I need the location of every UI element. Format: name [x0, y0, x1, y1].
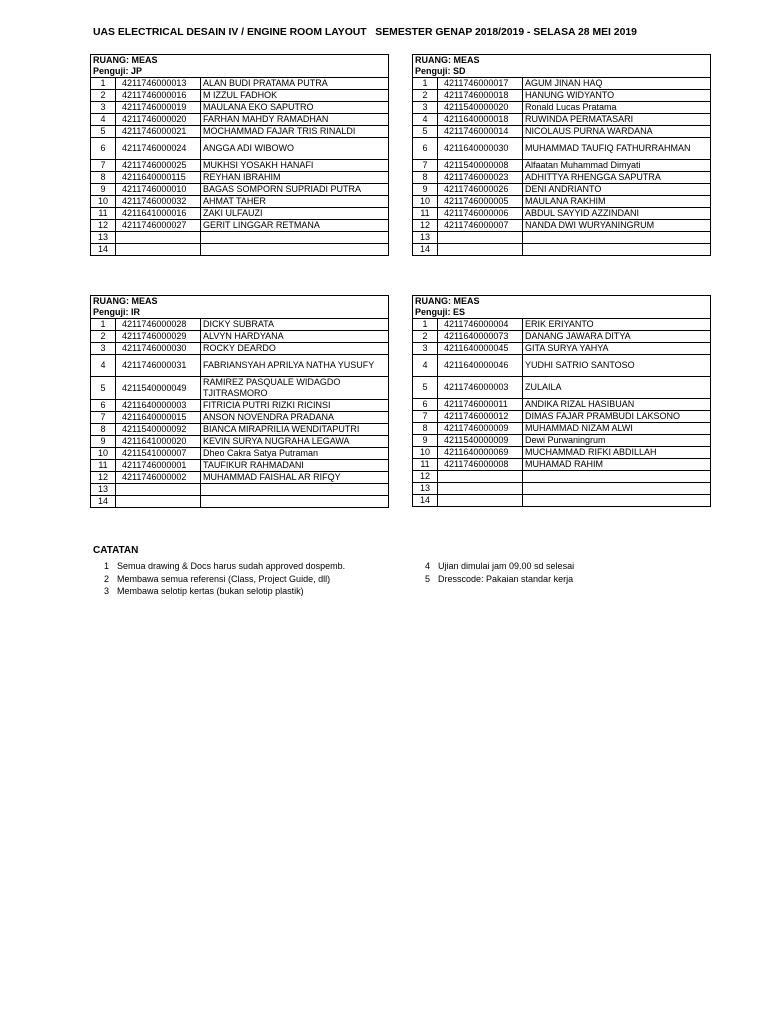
row-number: 8 — [413, 423, 438, 435]
student-name — [523, 471, 711, 483]
table-row — [413, 220, 711, 232]
note-number: 5 — [424, 574, 430, 584]
table-row — [413, 126, 711, 138]
student-id: 4211640000046 — [438, 355, 523, 377]
note-text: Membawa selotip kertas (bukan selotip plastik) — [117, 586, 304, 596]
row-number: 5 — [413, 126, 438, 138]
table-row — [91, 472, 389, 484]
table-row — [413, 495, 711, 507]
table-row — [91, 331, 389, 343]
student-id: 4211746000016 — [116, 90, 201, 102]
row-number: 14 — [91, 244, 116, 256]
note-number: 2 — [103, 574, 109, 584]
student-name: ANDIKA RIZAL HASIBUAN — [523, 399, 711, 411]
row-number: 10 — [91, 448, 116, 460]
row-number: 6 — [91, 138, 116, 160]
student-id: 4211746000026 — [438, 184, 523, 196]
row-number: 5 — [91, 377, 116, 400]
table-row — [91, 355, 389, 377]
row-number: 3 — [91, 343, 116, 355]
student-id — [438, 471, 523, 483]
student-id: 4211746000009 — [438, 423, 523, 435]
table-row — [91, 496, 389, 508]
table-row — [413, 377, 711, 399]
student-id — [438, 483, 523, 495]
row-number: 7 — [413, 411, 438, 423]
student-id: 4211746000013 — [116, 78, 201, 90]
student-id: 4211746000021 — [116, 126, 201, 138]
student-id: 4211640000003 — [116, 400, 201, 412]
table-row — [413, 423, 711, 435]
student-id: 4211641000016 — [116, 208, 201, 220]
table-row — [91, 208, 389, 220]
student-id — [438, 495, 523, 507]
table-row — [91, 424, 389, 436]
table-row — [91, 220, 389, 232]
student-name: MOCHAMMAD FAJAR TRIS RINALDI — [201, 126, 389, 138]
table-row — [413, 90, 711, 102]
row-number: 2 — [413, 331, 438, 343]
student-id — [116, 496, 201, 508]
student-name: DENI ANDRIANTO — [523, 184, 711, 196]
table-row — [91, 412, 389, 424]
student-name: DICKY SUBRATA — [201, 319, 389, 331]
student-name: DIMAS FAJAR PRAMBUDI LAKSONO — [523, 411, 711, 423]
student-name — [523, 244, 711, 256]
student-id: 4211640000069 — [438, 447, 523, 459]
row-number: 2 — [91, 331, 116, 343]
student-name: FITRICIA PUTRI RIZKI RICINSI — [201, 400, 389, 412]
row-number: 9 — [413, 184, 438, 196]
note-item — [414, 574, 573, 584]
row-number: 11 — [413, 459, 438, 471]
student-id: 4211746000011 — [438, 399, 523, 411]
table-row — [91, 160, 389, 172]
student-name: ROCKY DEARDO — [201, 343, 389, 355]
student-id: 4211746000005 — [438, 196, 523, 208]
student-name: BAGAS SOMPORN SUPRIADI PUTRA — [201, 184, 389, 196]
student-id: 4211640000045 — [438, 343, 523, 355]
student-name: RUWINDA PERMATASARI — [523, 114, 711, 126]
note-number: 4 — [424, 561, 430, 571]
note-text: Dresscode: Pakaian standar kerja — [438, 574, 574, 584]
student-name: FABRIANSYAH APRILYA NATHA YUSUFY — [201, 355, 389, 377]
student-name: ALVYN HARDYANA — [201, 331, 389, 343]
student-name: FARHAN MAHDY RAMADHAN — [201, 114, 389, 126]
student-name: GITA SURYA YAHYA — [523, 343, 711, 355]
student-id — [116, 244, 201, 256]
student-id: 4211746000029 — [116, 331, 201, 343]
student-id: 4211640000030 — [438, 138, 523, 160]
table-row — [91, 319, 389, 331]
room-label: RUANG: MEAS — [413, 296, 711, 308]
table-row — [91, 232, 389, 244]
student-id: 4211541000007 — [116, 448, 201, 460]
row-number: 5 — [91, 126, 116, 138]
note-item — [93, 574, 330, 584]
student-id: 4211746000023 — [438, 172, 523, 184]
examiner-label: Penguji: IR — [91, 307, 389, 319]
table-row — [91, 343, 389, 355]
row-number: 13 — [413, 232, 438, 244]
row-number: 2 — [91, 90, 116, 102]
table-row — [91, 377, 389, 400]
exam-group-table — [90, 54, 389, 256]
student-name: RAMIREZ PASQUALE WIDAGDO TJITRASMORO — [201, 377, 389, 400]
table-row — [413, 114, 711, 126]
student-name: M IZZUL FADHOK — [201, 90, 389, 102]
table-row — [413, 196, 711, 208]
student-id: 4211746000001 — [116, 460, 201, 472]
student-id: 4211746000028 — [116, 319, 201, 331]
table-row — [91, 196, 389, 208]
table-row — [413, 411, 711, 423]
table-row — [413, 447, 711, 459]
table-row — [413, 471, 711, 483]
row-number: 13 — [413, 483, 438, 495]
row-number: 13 — [91, 484, 116, 496]
student-id: 4211540000009 — [438, 435, 523, 447]
row-number: 1 — [413, 78, 438, 90]
document-title: UAS ELECTRICAL DESAIN IV / ENGINE ROOM LAYOUT SEMESTER GENAP 2018/2019 - SELASA 28 MEI 2019 — [93, 27, 637, 38]
row-number: 6 — [91, 400, 116, 412]
student-id: 4211746000031 — [116, 355, 201, 377]
table-row — [91, 484, 389, 496]
table-row — [413, 172, 711, 184]
row-number: 12 — [91, 220, 116, 232]
student-id: 4211746000018 — [438, 90, 523, 102]
student-name: Alfaatan Muhammad Dimyati — [523, 160, 711, 172]
student-name — [201, 232, 389, 244]
table-row — [413, 232, 711, 244]
note-number: 1 — [103, 561, 109, 571]
row-number: 7 — [413, 160, 438, 172]
student-id: 4211746000006 — [438, 208, 523, 220]
student-id: 4211746000008 — [438, 459, 523, 471]
row-number: 4 — [413, 114, 438, 126]
student-id: 4211746000014 — [438, 126, 523, 138]
student-name: ERIK ERIYANTO — [523, 319, 711, 331]
student-name: ZAKI ULFAUZI — [201, 208, 389, 220]
row-number: 3 — [413, 102, 438, 114]
row-number: 14 — [413, 495, 438, 507]
table-row — [413, 184, 711, 196]
student-name: GERIT LINGGAR RETMANA — [201, 220, 389, 232]
table-row — [413, 160, 711, 172]
student-name: ANGGA ADI WIBOWO — [201, 138, 389, 160]
table-row — [91, 126, 389, 138]
row-number: 4 — [91, 114, 116, 126]
student-name — [523, 483, 711, 495]
room-label: RUANG: MEAS — [413, 55, 711, 67]
table-row — [91, 114, 389, 126]
table-row — [91, 102, 389, 114]
student-name: HANUNG WIDYANTO — [523, 90, 711, 102]
table-row — [91, 138, 389, 160]
row-number: 1 — [91, 78, 116, 90]
student-id: 4211640000115 — [116, 172, 201, 184]
table-row — [413, 343, 711, 355]
student-name: ABDUL SAYYID AZZINDANI — [523, 208, 711, 220]
row-number: 4 — [91, 355, 116, 377]
student-id: 4211540000020 — [438, 102, 523, 114]
table-row — [413, 244, 711, 256]
student-name — [523, 232, 711, 244]
student-id: 4211746000012 — [438, 411, 523, 423]
student-name: MUHAMMAD FAISHAL AR RIFQY — [201, 472, 389, 484]
row-number: 11 — [91, 208, 116, 220]
student-id — [438, 244, 523, 256]
student-id: 4211746000025 — [116, 160, 201, 172]
row-number: 7 — [91, 412, 116, 424]
row-number: 4 — [413, 355, 438, 377]
student-name — [201, 496, 389, 508]
table-row — [91, 436, 389, 448]
student-id: 4211640000015 — [116, 412, 201, 424]
table-row — [91, 78, 389, 90]
table-row — [91, 460, 389, 472]
table-row — [413, 355, 711, 377]
row-number: 12 — [91, 472, 116, 484]
row-number: 3 — [413, 343, 438, 355]
student-name: NICOLAUS PURNA WARDANA — [523, 126, 711, 138]
student-id: 4211746000010 — [116, 184, 201, 196]
note-item — [93, 586, 304, 596]
student-id: 4211746000030 — [116, 343, 201, 355]
row-number: 3 — [91, 102, 116, 114]
row-number: 5 — [413, 377, 438, 399]
row-number: 10 — [413, 447, 438, 459]
student-name: ADHITTYA RHENGGA SAPUTRA — [523, 172, 711, 184]
examiner-label: Penguji: ES — [413, 307, 711, 319]
table-row — [413, 208, 711, 220]
student-id: 4211641000020 — [116, 436, 201, 448]
student-id: 4211746000020 — [116, 114, 201, 126]
row-number: 2 — [413, 90, 438, 102]
table-row — [413, 483, 711, 495]
row-number: 10 — [91, 196, 116, 208]
student-name — [523, 495, 711, 507]
student-id: 4211746000017 — [438, 78, 523, 90]
row-number: 9 — [91, 436, 116, 448]
table-row — [91, 400, 389, 412]
note-text: Membawa semua referensi (Class, Project Guide, dll) — [117, 574, 331, 584]
exam-group-table — [412, 54, 711, 256]
row-number: 7 — [91, 160, 116, 172]
student-id: 4211746000019 — [116, 102, 201, 114]
student-id: 4211640000018 — [438, 114, 523, 126]
table-row — [413, 435, 711, 447]
note-text: Semua drawing & Docs harus sudah approved dospemb. — [117, 561, 346, 571]
student-name — [201, 244, 389, 256]
student-name: ALAN BUDI PRATAMA PUTRA — [201, 78, 389, 90]
table-row — [413, 399, 711, 411]
student-name — [201, 484, 389, 496]
student-name: MUHAMMAD NIZAM ALWI — [523, 423, 711, 435]
row-number: 11 — [91, 460, 116, 472]
table-row — [413, 459, 711, 471]
note-item — [93, 561, 345, 571]
student-name: ZULAILA — [523, 377, 711, 399]
table-row — [413, 138, 711, 160]
exam-group-table — [412, 295, 711, 507]
student-id — [116, 232, 201, 244]
table-row — [413, 102, 711, 114]
student-id — [116, 484, 201, 496]
table-row — [413, 319, 711, 331]
row-number: 12 — [413, 220, 438, 232]
student-id: 4211746000002 — [116, 472, 201, 484]
student-name: MUHAMMAD TAUFIQ FATHURRAHMAN — [523, 138, 711, 160]
row-number: 8 — [413, 172, 438, 184]
row-number: 9 — [91, 184, 116, 196]
student-name: DANANG JAWARA DITYA — [523, 331, 711, 343]
row-number: 6 — [413, 399, 438, 411]
row-number: 14 — [413, 244, 438, 256]
student-id: 4211746000003 — [438, 377, 523, 399]
row-number: 14 — [91, 496, 116, 508]
student-name: MAULANA RAKHIM — [523, 196, 711, 208]
student-name: AHMAT TAHER — [201, 196, 389, 208]
note-number: 3 — [103, 586, 109, 596]
row-number: 10 — [413, 196, 438, 208]
student-id: 4211540000008 — [438, 160, 523, 172]
note-item — [414, 561, 574, 571]
row-number: 8 — [91, 424, 116, 436]
note-text: Ujian dimulai jam 09.00 sd selesai — [438, 561, 575, 571]
examiner-label: Penguji: SD — [413, 66, 711, 78]
student-id: 4211540000049 — [116, 377, 201, 400]
student-name: BIANCA MIRAPRILIA WENDITAPUTRI — [201, 424, 389, 436]
row-number: 1 — [413, 319, 438, 331]
student-name: Ronald Lucas Pratama — [523, 102, 711, 114]
student-name: REYHAN IBRAHIM — [201, 172, 389, 184]
table-row — [413, 331, 711, 343]
table-row — [91, 448, 389, 460]
student-name: TAUFIKUR RAHMADANI — [201, 460, 389, 472]
student-name: ANSON NOVENDRA PRADANA — [201, 412, 389, 424]
row-number: 9 — [413, 435, 438, 447]
row-number: 1 — [91, 319, 116, 331]
table-row — [91, 244, 389, 256]
student-name: MUCHAMMAD RIFKI ABDILLAH — [523, 447, 711, 459]
table-row — [91, 90, 389, 102]
student-id — [438, 232, 523, 244]
student-name: MUKHSI YOSAKH HANAFI — [201, 160, 389, 172]
examiner-label: Penguji: JP — [91, 66, 389, 78]
student-name: MUHAMAD RAHIM — [523, 459, 711, 471]
student-id: 4211746000007 — [438, 220, 523, 232]
student-id: 4211540000092 — [116, 424, 201, 436]
student-id: 4211746000027 — [116, 220, 201, 232]
room-label: RUANG: MEAS — [91, 296, 389, 308]
table-row — [91, 172, 389, 184]
student-name: KEVIN SURYA NUGRAHA LEGAWA — [201, 436, 389, 448]
student-id: 4211746000024 — [116, 138, 201, 160]
student-name: YUDHI SATRIO SANTOSO — [523, 355, 711, 377]
student-id: 4211746000004 — [438, 319, 523, 331]
notes-title: CATATAN — [93, 545, 139, 556]
student-id: 4211640000073 — [438, 331, 523, 343]
room-label: RUANG: MEAS — [91, 55, 389, 67]
row-number: 12 — [413, 471, 438, 483]
row-number: 8 — [91, 172, 116, 184]
student-id: 4211746000032 — [116, 196, 201, 208]
exam-group-table — [90, 295, 389, 508]
student-name: Dheo Cakra Satya Putraman — [201, 448, 389, 460]
student-name: NANDA DWI WURYANINGRUM — [523, 220, 711, 232]
student-name: MAULANA EKO SAPUTRO — [201, 102, 389, 114]
student-name: AGUM JINAN HAQ — [523, 78, 711, 90]
student-name: Dewi Purwaningrum — [523, 435, 711, 447]
row-number: 11 — [413, 208, 438, 220]
table-row — [413, 78, 711, 90]
row-number: 6 — [413, 138, 438, 160]
row-number: 13 — [91, 232, 116, 244]
table-row — [91, 184, 389, 196]
